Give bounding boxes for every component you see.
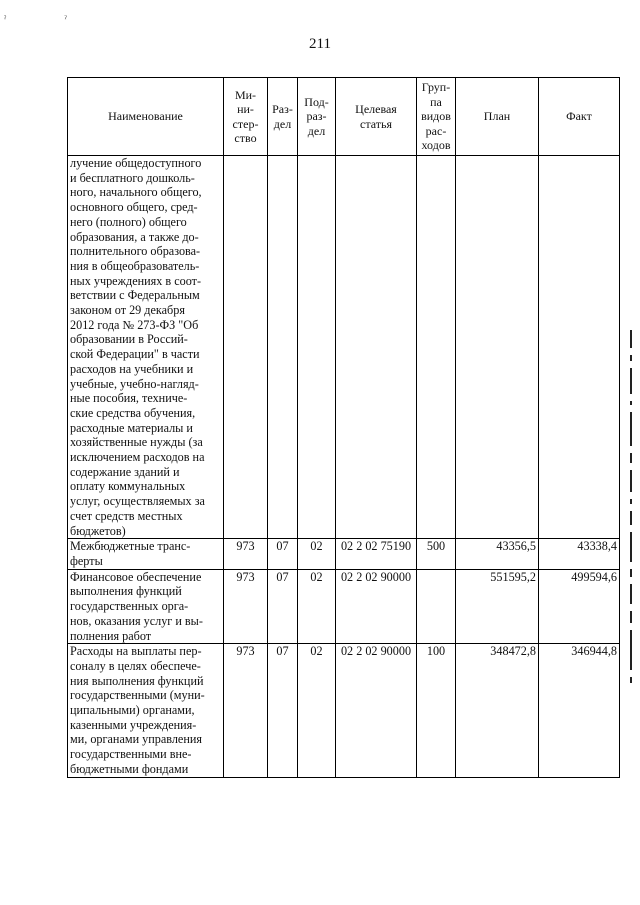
col-header-plan: План: [456, 78, 539, 156]
scan-mark: [630, 677, 632, 683]
table-header-row: [68, 78, 620, 156]
cell-name: Межбюджетные транс- ферты: [68, 539, 224, 569]
scan-mark: [630, 368, 632, 394]
cell-fact: [539, 156, 620, 539]
cell-name: лучение общедоступного и бесплатного дошколь- ного, начального общего, основного общего, сред- него (полного) общего образования, а также до- полнительного образова- ния в общеобразователь- ных учреждениях в соот- ветствии с Федеральным законом от 29 декабря 2012 года № 273-ФЗ "Об образовании в Россий- ской Федерации" в части расходов на учебники и учебные, учебно-нагляд- ные пособия, техниче- ские средства обучения, расходные материалы и хозяйственные нужды (за исключением расходов на содержание зданий и оплату коммунальных услуг, осуществляемых за счет средств местных бюджетов): [68, 156, 224, 539]
col-header-subsection: Под- раз- дел: [298, 78, 336, 156]
cell-expense-group: [417, 569, 456, 644]
scan-mark: [630, 401, 632, 405]
table-row: [68, 644, 620, 777]
cell-fact: 43338,4: [539, 539, 620, 569]
cell-expense-group: 500: [417, 539, 456, 569]
col-header-expense-group: Груп- па видов рас- ходов: [417, 78, 456, 156]
cell-fact: 499594,6: [539, 569, 620, 644]
col-header-section: Раз- дел: [268, 78, 298, 156]
col-header-fact: Факт: [539, 78, 620, 156]
cell-subsection: 02: [298, 569, 336, 644]
cell-target: 02 2 02 90000: [336, 644, 417, 777]
page-number: 211: [309, 36, 331, 52]
cell-ministry: 973: [224, 569, 268, 644]
table-row: [68, 539, 620, 569]
cell-target: [336, 156, 417, 539]
corner-marks: ˀ ˀ: [4, 14, 95, 24]
scan-mark: [630, 569, 632, 577]
scan-mark: [630, 584, 632, 604]
scan-mark: [630, 611, 632, 623]
cell-name: Финансовое обеспечение выполнения функций государственных орга- нов, оказания услуг и вы- полнения работ: [68, 569, 224, 644]
cell-plan: 43356,5: [456, 539, 539, 569]
scan-mark: [630, 412, 632, 446]
cell-target: 02 2 02 75190: [336, 539, 417, 569]
scan-mark: [630, 355, 632, 361]
cell-section: 07: [268, 644, 298, 777]
col-header-target: Целевая статья: [336, 78, 417, 156]
scan-mark: [630, 330, 632, 348]
binding-edge-marks: [630, 330, 633, 850]
cell-plan: 348472,8: [456, 644, 539, 777]
cell-subsection: 02: [298, 539, 336, 569]
scan-mark: [630, 499, 632, 504]
cell-expense-group: 100: [417, 644, 456, 777]
scan-mark: [630, 470, 632, 492]
scan-mark: [630, 532, 632, 562]
cell-ministry: [224, 156, 268, 539]
cell-target: 02 2 02 90000: [336, 569, 417, 644]
cell-subsection: 02: [298, 644, 336, 777]
cell-plan: 551595,2: [456, 569, 539, 644]
col-header-ministry: Ми- ни- стер- ство: [224, 78, 268, 156]
cell-fact: 346944,8: [539, 644, 620, 777]
cell-ministry: 973: [224, 644, 268, 777]
cell-name: Расходы на выплаты пер- соналу в целях обеспече- ния выполнения функций государственными (муни- ципальными) органами, казенными учреждения- ми, органами управления государственными вне- бюджетными фондами: [68, 644, 224, 777]
cell-subsection: [298, 156, 336, 539]
table-row: [68, 569, 620, 644]
cell-plan: [456, 156, 539, 539]
budget-table: [67, 77, 620, 778]
table-row: [68, 156, 620, 539]
scan-mark: [630, 453, 632, 463]
cell-expense-group: [417, 156, 456, 539]
col-header-name: Наименование: [68, 78, 224, 156]
scan-mark: [630, 630, 632, 670]
cell-section: 07: [268, 539, 298, 569]
cell-section: 07: [268, 569, 298, 644]
cell-section: [268, 156, 298, 539]
cell-ministry: 973: [224, 539, 268, 569]
scan-mark: [630, 511, 632, 525]
